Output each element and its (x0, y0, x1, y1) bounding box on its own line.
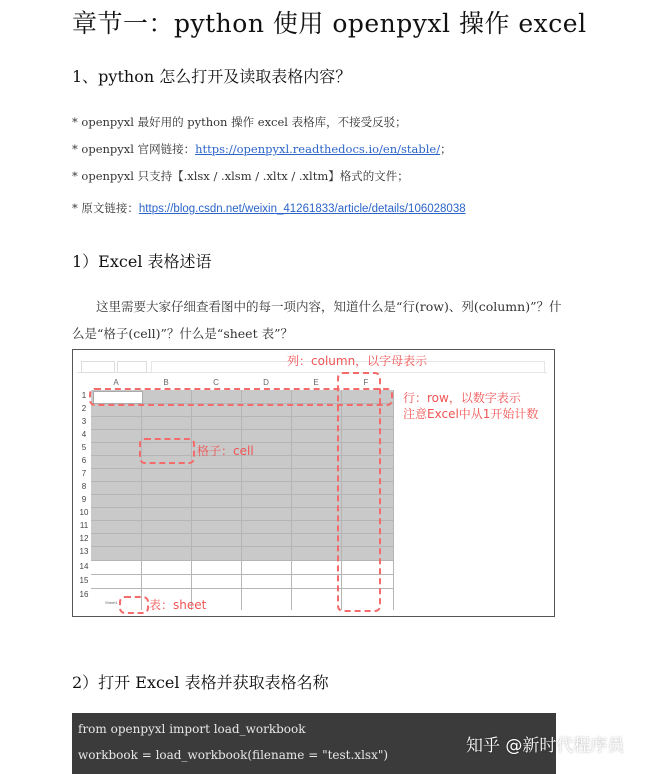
row-header: 9 (81, 495, 87, 504)
grid-line (141, 390, 142, 610)
column-header-e: E (313, 378, 319, 387)
row-header: 14 (79, 562, 89, 571)
row-header: 11 (79, 521, 89, 530)
bullet-star: * (72, 201, 78, 215)
paragraph-line: 这里需要大家仔细查看图中的每一项内容，知道什么是“行(row)、列(column)”？什 (96, 299, 562, 314)
section-heading-3: 2）打开 Excel 表格并获取表格名称 (72, 673, 329, 692)
bullet-prefix: 原文链接： (81, 201, 139, 215)
column-header-a: A (113, 378, 119, 387)
column-annotation: 列：column，以字母表示 (287, 354, 428, 368)
row-header: 15 (79, 576, 89, 585)
paragraph-line: 么是“格子(cell)”？什么是“sheet 表”？ (72, 326, 293, 341)
function-box (117, 361, 147, 373)
bullet-item (72, 141, 452, 157)
name-box (81, 361, 115, 373)
column-header-f: F (363, 378, 369, 387)
cell-highlight (139, 438, 195, 464)
bullet-star: * (72, 115, 78, 129)
code-line: from openpyxl import load_workbook (78, 722, 306, 736)
bullet-star: * (72, 142, 78, 156)
bullet-item (72, 114, 407, 130)
row-header: 13 (79, 547, 89, 556)
row-header: 16 (79, 590, 89, 599)
column-header-d: D (263, 378, 269, 387)
code-line: workbook = load_workbook(filename = "test.xlsx") (78, 748, 389, 762)
column-header-b: B (163, 378, 169, 387)
column-highlight (337, 372, 381, 612)
section-heading-1: 1、python 怎么打开及读取表格内容？ (72, 67, 352, 86)
row-header: 5 (81, 443, 87, 452)
column-header-c: C (213, 378, 219, 387)
row-header: 8 (81, 482, 87, 491)
sheet-tab: Sheet1 (105, 600, 118, 605)
row-header: 2 (81, 404, 87, 413)
grid-line (191, 390, 192, 610)
grid-line (241, 390, 242, 610)
bullet-prefix: openpyxl 官网链接： (81, 142, 196, 156)
row-header: 6 (81, 456, 87, 465)
row-header: 12 (79, 534, 89, 543)
row-annotation-note: 注意Excel中从1开始计数 (403, 407, 539, 421)
bullet-item (72, 168, 409, 184)
grid-line (393, 390, 394, 610)
bullet-suffix: ； (440, 142, 452, 156)
row-annotation: 行：row，以数字表示 (403, 391, 521, 405)
row-header: 10 (79, 508, 89, 517)
section-heading-2: 1）Excel 表格述语 (72, 252, 212, 271)
row-header: 3 (81, 417, 87, 426)
watermark: 知乎 @新时代程序员 (466, 736, 625, 756)
row-header: 7 (81, 469, 87, 478)
row-header: 4 (81, 430, 87, 439)
bullet-item (72, 200, 466, 216)
sheet-annotation: 表：sheet (149, 598, 207, 612)
row-header: 1 (81, 391, 87, 400)
bullet-text: openpyxl 最好用的 python 操作 excel 表格库，不接受反驳； (81, 115, 407, 129)
page-title: 章节一：python 使用 openpyxl 操作 excel (72, 9, 587, 38)
bullet-star: * (72, 169, 78, 183)
cell-annotation: 格子：cell (197, 444, 254, 458)
grid-line (291, 390, 292, 610)
sheet-highlight (119, 596, 149, 614)
original-article-link[interactable]: https://blog.csdn.net/weixin_41261833/article/details/106028038 (138, 203, 466, 215)
spreadsheet-figure (72, 349, 555, 617)
openpyxl-docs-link[interactable]: https://openpyxl.readthedocs.io/en/stable/ (195, 142, 441, 156)
bullet-text: openpyxl 只支持【.xlsx / .xlsm / .xltx / .xltm】格式的文件； (81, 169, 409, 183)
